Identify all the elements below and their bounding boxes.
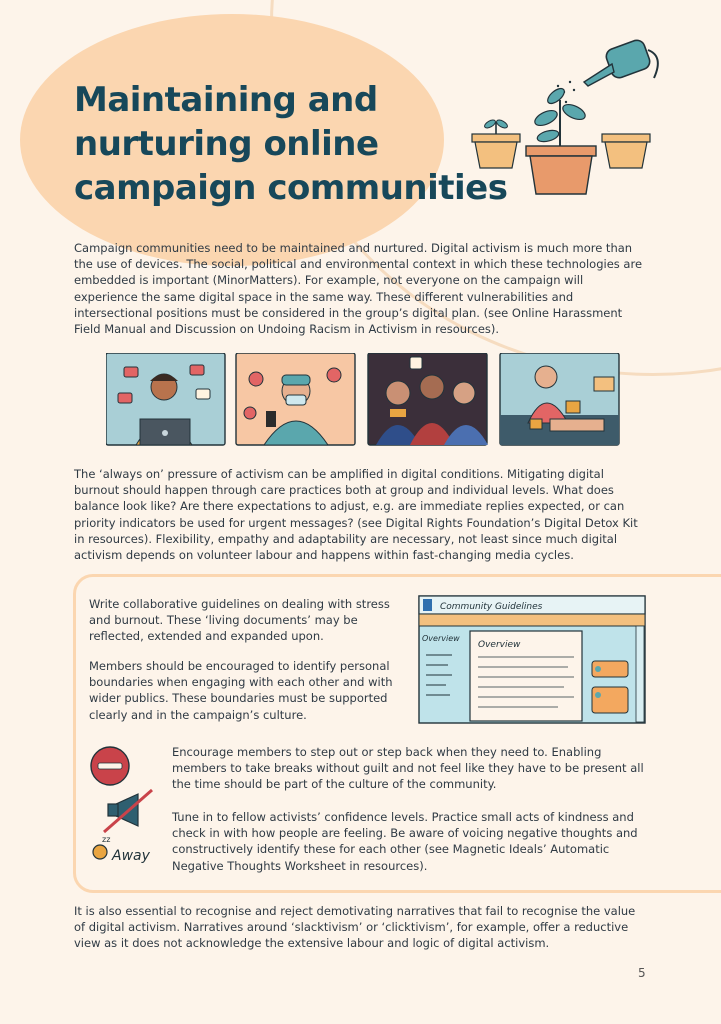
boundaries-text: Members should be encouraged to identify personal boundaries when engaging with each other and with wider publics. These boundaries must be supported clearly and in the campaign’s culture.	[89, 659, 393, 722]
community-guidelines-illustration	[418, 595, 646, 725]
status-icons	[86, 742, 168, 874]
closing-paragraph: It is also essential to recognise and reject demotivating narratives that fail to recognise the value of digital activism. Narratives around ‘slacktivism’ or ‘clicktivism’, for example, offer a reductive view as it does not acknowledge the extensive labour and logic of digital activism.	[74, 904, 636, 951]
illustration-crowd	[368, 353, 488, 445]
panel-title: Overview	[478, 640, 521, 650]
away-label: Away	[112, 848, 150, 864]
intro-paragraph: Campaign communities need to be maintained and nurtured. Digital activism is much more than the use of devices. The social, political and environmental context in which these technologies are embedded is important (MinorMatters). For example, not everyone on the campaign will experience the same digital space in the same way. These different vulnerabilities and intersectional positions must be considered in the group’s digital plan. (see Online Harassment Field Manual and Discussion on Undoing Racism in Activism in resources).	[74, 241, 643, 337]
plants-illustration	[462, 30, 672, 200]
illustration-laptop-notifications	[106, 353, 225, 445]
confidence-text: Tune in to fellow activists’ confidence levels. Practice small acts of kindness and check in with how people are feeling. Be aware of voicing negative thoughts and constructively identify these for each other (see Magnetic Ideals’ Automatic Negative Thoughts Worksheet in resources).	[172, 810, 638, 873]
plant-pot-icon	[472, 118, 520, 168]
step-out-text: Encourage members to step out or step back when they need to. Enabling members to take breaks without guilt and not feel like they have to be present all the time should be part of the culture of the community.	[172, 745, 644, 792]
illustration-masked-phone	[236, 353, 355, 445]
always-on-paragraph: The ‘always on’ pressure of activism can be amplified in digital conditions. Mitigating digital burnout should happen through care practices both at group and individual levels. What does balance look like? Are there expectations to adjust, e.g. are immediate replies expected, or can priority indicators be used for urgent messages? (see Digital Rights Foundation’s Digital Detox Kit in resources). Flexibility, empathy and adaptability are necessary, not least since much digital activism depends on volunteer labour and happens within fast-changing media cycles.	[74, 467, 638, 563]
plant-pot-icon	[602, 134, 650, 168]
activists-illustrations	[106, 353, 622, 447]
sidebar-label: Overview	[422, 634, 460, 643]
page-number: 5	[638, 966, 646, 980]
doc-title: Community Guidelines	[440, 602, 543, 612]
away-status-icon	[93, 835, 151, 864]
illustration-reading-in-bed	[500, 353, 619, 445]
guidelines-text: Write collaborative guidelines on dealing with stress and burnout. These ‘living documents’ may be reflected, extended and expanded upon.	[89, 597, 390, 644]
zz-label: zz	[102, 835, 111, 844]
page-title: Maintaining and nurturing online campaign communities	[74, 80, 508, 208]
plant-pot-icon	[526, 86, 596, 194]
no-entry-icon	[91, 747, 129, 785]
watering-can-icon	[551, 38, 658, 103]
muted-megaphone-icon	[104, 790, 152, 832]
